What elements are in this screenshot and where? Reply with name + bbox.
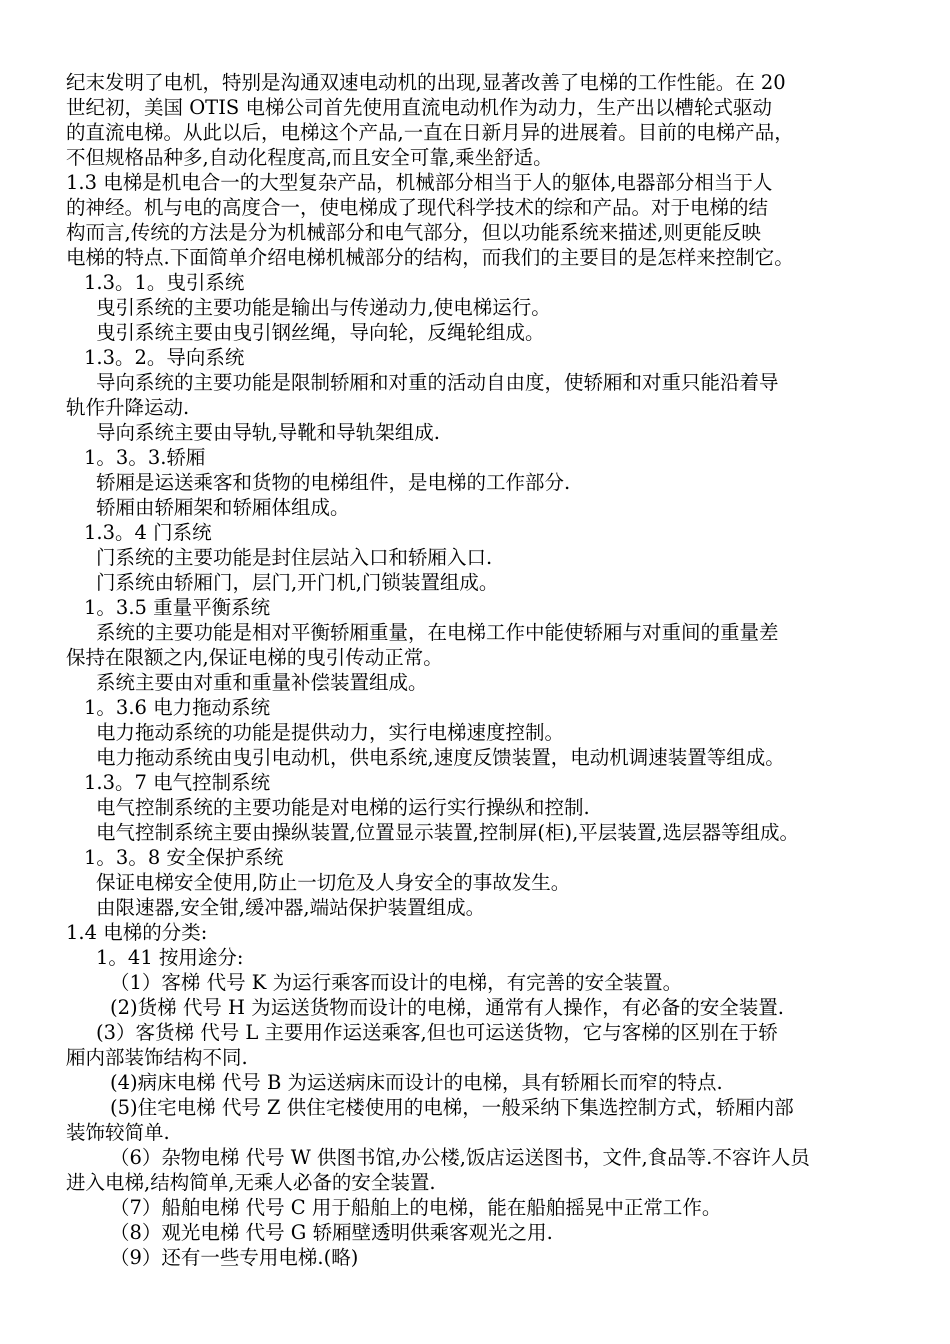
text-line: 1。41 按用途分: xyxy=(96,946,244,969)
text-line: 1.3。1。曳引系统 xyxy=(84,271,245,294)
text-line: 1.3。4 门系统 xyxy=(84,521,212,544)
text-line: 构而言,传统的方法是分为机械部分和电气部分，但以功能系统来描述,则更能反映 xyxy=(66,221,761,244)
text-line: 进入电梯,结构简单,无乘人必备的安全装置. xyxy=(66,1171,436,1194)
text-line: 1。3.5 重量平衡系统 xyxy=(84,596,271,619)
text-line: 电梯的特点.下面简单介绍电梯机械部分的结构，而我们的主要目的是怎样来控制它。 xyxy=(66,246,794,269)
text-line: 的直流电梯。从此以后，电梯这个产品,一直在日新月异的进展着。目前的电梯产品， xyxy=(66,121,794,144)
text-line: 门系统由轿厢门，层门,开门机,门锁装置组成。 xyxy=(96,571,499,594)
text-line: 轿厢是运送乘客和货物的电梯组件，是电梯的工作部分. xyxy=(96,471,571,494)
text-line: 1。3。3.轿厢 xyxy=(84,446,206,469)
text-line: 世纪初，美国 OTIS 电梯公司首先使用直流电动机作为动力，生产出以槽轮式驱动 xyxy=(66,96,772,119)
text-line: (3）客货梯 代号 L 主要用作运送乘客,但也可运送货物，它与客梯的区别在于轿 xyxy=(96,1021,778,1044)
text-line: 不但规格品种多,自动化程度高,而且安全可靠,乘坐舒适。 xyxy=(66,146,553,169)
text-line: 保持在限额之内,保证电梯的曳引传动正常。 xyxy=(66,646,443,669)
text-line: 曳引系统的主要功能是输出与传递动力,使电梯运行。 xyxy=(96,296,551,319)
text-line: 导向系统主要由导轨,导靴和导轨架组成. xyxy=(96,421,440,444)
text-line: 系统主要由对重和重量补偿装置组成。 xyxy=(96,671,428,694)
text-line: 电力拖动系统由曳引电动机，供电系统,速度反馈装置，电动机调速装置等组成。 xyxy=(96,746,785,769)
text-line: 1.3。2。导向系统 xyxy=(84,346,245,369)
text-line: 纪末发明了电机，特别是沟通双速电动机的出现,显著改善了电梯的工作性能。在 20 xyxy=(66,71,786,94)
text-line: 装饰较简单. xyxy=(66,1121,170,1144)
text-line: 1.3。7 电气控制系统 xyxy=(84,771,271,794)
text-line: （9）还有一些专用电梯.(略) xyxy=(110,1246,359,1269)
text-line: （6）杂物电梯 代号 W 供图书馆,办公楼,饭店运送图书，文件,食品等.不容许人员 xyxy=(110,1146,810,1169)
text-line: 轨作升降运动. xyxy=(66,396,190,419)
text-line: (2)货梯 代号 H 为运送货物而设计的电梯，通常有人操作，有必备的安全装置. xyxy=(110,996,784,1019)
text-line: 电气控制系统主要由操纵装置,位置显示装置,控制屏(柜),平层装置,选层器等组成。 xyxy=(96,821,800,844)
text-line: （8）观光电梯 代号 G 轿厢壁透明供乘客观光之用. xyxy=(110,1221,553,1244)
text-line: 厢内部装饰结构不同. xyxy=(66,1046,248,1069)
text-line: 1。3.6 电力拖动系统 xyxy=(84,696,271,719)
text-line: 轿厢由轿厢架和轿厢体组成。 xyxy=(96,496,350,519)
text-line: (4)病床电梯 代号 B 为运送病床而设计的电梯，具有轿厢长而窄的特点. xyxy=(110,1071,723,1094)
document-body xyxy=(66,70,888,1270)
text-line: （1）客梯 代号 K 为运行乘客而设计的电梯，有完善的安全装置。 xyxy=(110,971,683,994)
text-line: (5)住宅电梯 代号 Z 供住宅楼使用的电梯，一般采纳下集选控制方式，轿厢内部 xyxy=(110,1096,794,1119)
text-line: 曳引系统主要由曳引钢丝绳，导向轮，反绳轮组成。 xyxy=(96,321,545,344)
text-line: 由限速器,安全钳,缓冲器,端站保护装置组成。 xyxy=(96,896,486,919)
text-line: 门系统的主要功能是封住层站入口和轿厢入口. xyxy=(96,546,493,569)
text-line: 保证电梯安全使用,防止一切危及人身安全的事故发生。 xyxy=(96,871,571,894)
text-line: 电气控制系统的主要功能是对电梯的运行实行操纵和控制. xyxy=(96,796,590,819)
text-line: 系统的主要功能是相对平衡轿厢重量，在电梯工作中能使轿厢与对重间的重量差 xyxy=(96,621,779,644)
text-line: 1.4 电梯的分类: xyxy=(66,921,208,944)
text-line: （7）船舶电梯 代号 C 用于船舶上的电梯，能在船舶摇晃中正常工作。 xyxy=(110,1196,722,1219)
text-line: 1.3 电梯是机电合一的大型复杂产品，机械部分相当于人的躯体,电器部分相当于人 xyxy=(66,171,773,194)
text-line: 的神经。机与电的高度合一，使电梯成了现代科学技术的综和产品。对于电梯的结 xyxy=(66,196,769,219)
text-line: 电力拖动系统的功能是提供动力，实行电梯速度控制。 xyxy=(96,721,565,744)
text-line: 导向系统的主要功能是限制轿厢和对重的活动自由度，使轿厢和对重只能沿着导 xyxy=(96,371,779,394)
text-line: 1。3。8 安全保护系统 xyxy=(84,846,284,869)
